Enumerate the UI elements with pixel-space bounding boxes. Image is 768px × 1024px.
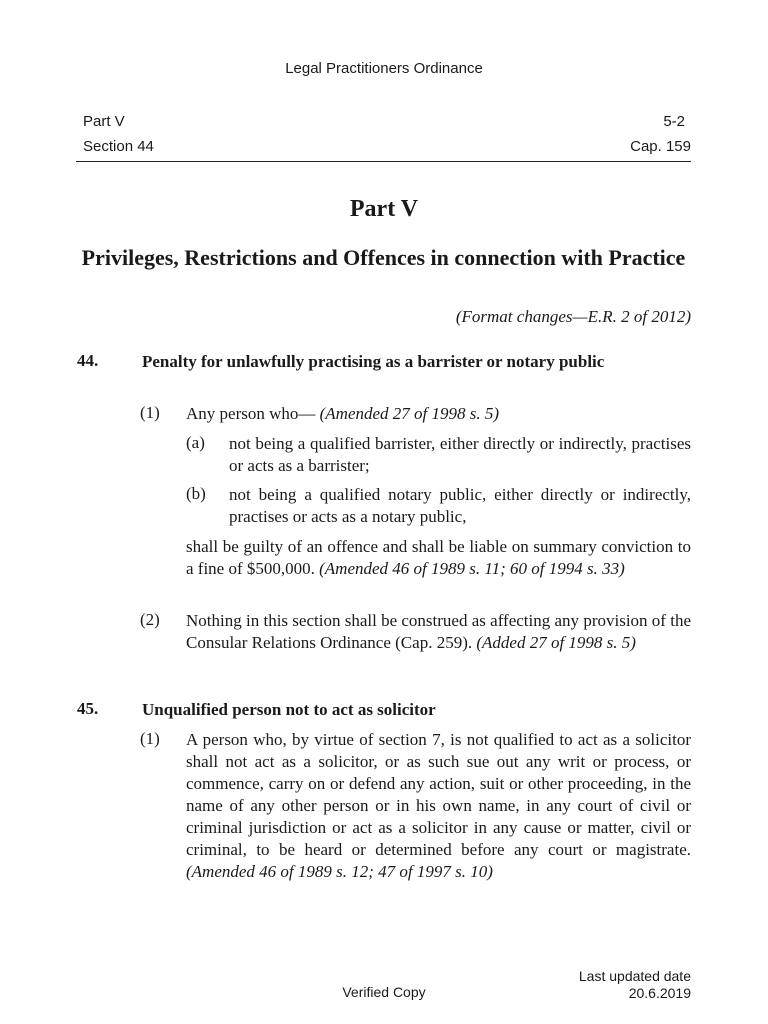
header-part: Part V <box>83 113 125 130</box>
format-note: (Format changes—E.R. 2 of 2012) <box>455 307 691 326</box>
header-section: Section 44 <box>83 138 154 155</box>
section-44-heading: Penalty for unlawfully practising as a barrister or notary public <box>142 352 605 371</box>
footer-updated-label: Last updated date <box>578 968 691 984</box>
section-44-number: 44. <box>77 351 99 370</box>
s44-sub1-label: (1) <box>140 403 160 422</box>
s44-sub1-text: Any person who— (Amended 27 of 1998 s. 5) <box>186 404 500 423</box>
header-page-number: 5-2 <box>663 113 685 130</box>
s45-sub1-amendment-note: (Amended 46 of 1989 s. 12; 47 of 1997 s. 10) <box>186 862 493 881</box>
s44-para-b-text: not being a qualified notary public, either directly or indirectly, practises or acts as a notary public, <box>229 485 691 526</box>
footer-verified-copy: Verified Copy <box>342 984 426 1000</box>
footer-updated-date: 20.6.2019 <box>628 985 691 1001</box>
section-45-heading: Unqualified person not to act as solicitor <box>142 700 436 719</box>
s44-sub1-tail-amendment-note: (Amended 46 of 1989 s. 11; 60 of 1994 s. 33) <box>319 559 625 578</box>
s44-sub2-text: Nothing in this section shall be construed as affecting any provision of the Consular Relations Ordinance (Cap. 259). (Added 27 of 1998 s. 5) <box>186 611 691 652</box>
header-chapter: Cap. 159 <box>630 138 691 155</box>
footer-last-updated <box>579 968 691 1002</box>
s44-para-a-label: (a) <box>186 433 205 452</box>
s44-sub2-label: (2) <box>140 610 160 629</box>
s44-para-b-label: (b) <box>186 484 206 503</box>
s44-para-a-text: not being a qualified barrister, either directly or indirectly, practises or acts as a barrister; <box>229 434 691 475</box>
running-title: Legal Practitioners Ordinance <box>285 60 483 77</box>
s45-sub1-text: A person who, by virtue of section 7, is not qualified to act as a solicitor shall not act as a solicitor, or as such sue out any writ or process, or commence, carry on or defend any action, suit or other proceeding, in the name of any other person or in his own name, in any court of civil or criminal jurisdiction or act as a solicitor in any cause or matter, civil or criminal, to be heard or determined before any court or magistrate. (Amended 46 of 1989 s. 12; 47 of 1997 s. 10) <box>186 730 691 881</box>
s44-sub2-added-note: (Added 27 of 1998 s. 5) <box>476 633 636 652</box>
part-subtitle: Privileges, Restrictions and Offences in connection with Practice <box>81 245 686 270</box>
s45-sub1-label: (1) <box>140 729 160 748</box>
header-divider <box>76 161 691 162</box>
s44-sub1-tail-text: shall be guilty of an offence and shall be liable on summary conviction to a fine of $500,000. (Amended 46 of 1989 s. 11; 60 of 1994 s. 33) <box>186 537 691 578</box>
section-45-number: 45. <box>77 699 99 718</box>
part-title: Part V <box>349 196 419 222</box>
s44-sub1-amendment-note: (Amended 27 of 1998 s. 5) <box>319 404 500 423</box>
